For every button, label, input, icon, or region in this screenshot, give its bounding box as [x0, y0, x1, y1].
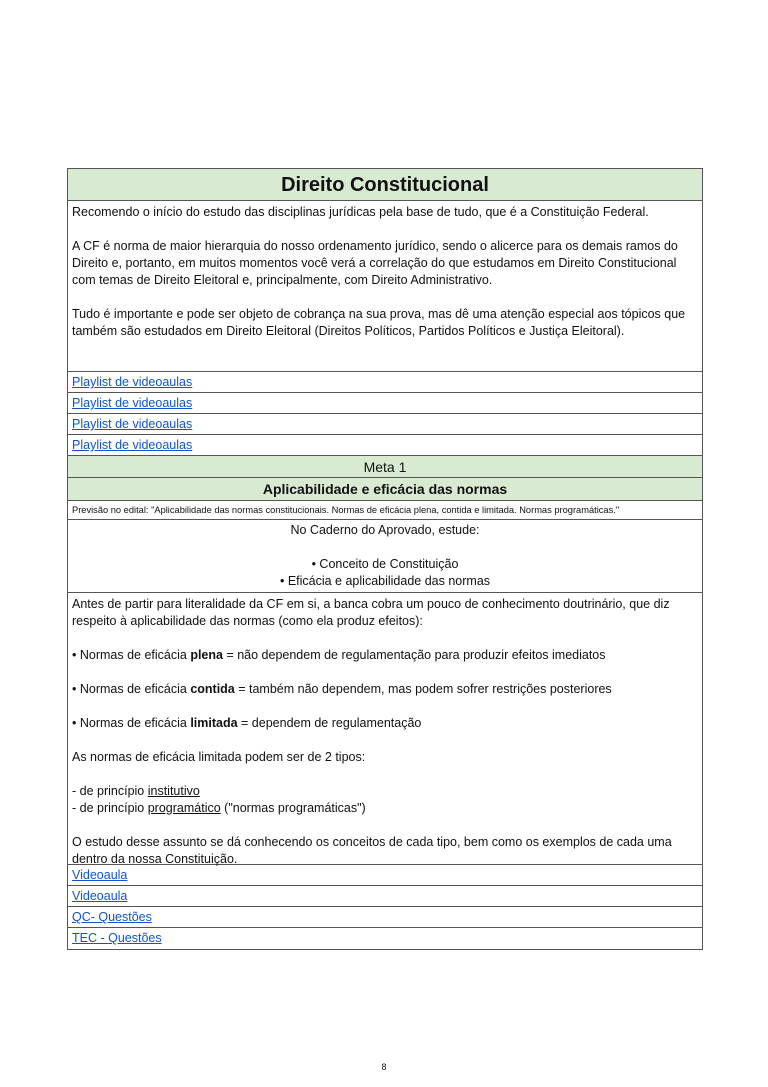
study-plan-table [67, 168, 703, 950]
caderno-box [68, 520, 702, 593]
tipo-name: institutivo [147, 784, 200, 798]
tipos-intro: As normas de eficácia limitada podem ser de 2 tipos: [72, 750, 366, 764]
resource-row [68, 865, 702, 886]
playlist-link[interactable]: Playlist de videoaulas [72, 396, 193, 410]
tipo-name: programático [147, 801, 221, 815]
tec-questoes-link[interactable]: TEC - Questões [72, 931, 162, 945]
caderno-item: • Eficácia e aplicabilidade das normas [279, 574, 491, 588]
intro-paragraph: Tudo é importante e pode ser objeto de cobrança na sua prova, mas dê uma atenção especial aos tópicos que também são estudados em Direito Eleitoral (Direitos Políticos, Partidos Políticos e Justiça Eleitoral). [72, 307, 686, 338]
tipo-prefix: - de princípio [72, 801, 148, 815]
tipo-institutivo [72, 784, 200, 798]
resource-row [68, 907, 702, 928]
section-title: Direito Constitucional [68, 169, 702, 201]
norma-prefix: • Normas de eficácia [72, 648, 191, 662]
norma-type: plena [190, 648, 223, 662]
playlist-row [68, 372, 702, 393]
playlist-row [68, 393, 702, 414]
body-intro: Antes de partir para literalidade da CF em si, a banca cobra um pouco de conhecimento doutrinário, que diz respeito à aplicabilidade das normas (como ela produz efeitos): [72, 597, 670, 628]
section-intro [68, 201, 702, 372]
tipo-prefix: - de princípio [72, 784, 148, 798]
meta-label: Meta 1 [68, 456, 702, 478]
playlist-link[interactable]: Playlist de videoaulas [72, 438, 193, 452]
tipo-programatico [72, 801, 366, 815]
playlist-row [68, 435, 702, 456]
playlist-link[interactable]: Playlist de videoaulas [72, 375, 193, 389]
playlist-link[interactable]: Playlist de videoaulas [72, 417, 193, 431]
edital-previsao: Previsão no edital: "Aplicabilidade das normas constitucionais. Normas de eficácia plena, contida e limitada. Normas programáticas." [68, 501, 702, 520]
tipo-suffix: ("normas programáticas") [220, 801, 366, 815]
intro-paragraph: Recomendo o início do estudo das disciplinas jurídicas pela base de tudo, que é a Constituição Federal. [72, 205, 649, 219]
videoaula-link[interactable]: Videoaula [72, 868, 128, 882]
meta-body [68, 593, 702, 865]
norma-desc: = dependem de regulamentação [237, 716, 422, 730]
norma-type: limitada [190, 716, 238, 730]
norma-contida [72, 681, 698, 698]
meta-subtitle: Aplicabilidade e eficácia das normas [68, 478, 702, 501]
closing-paragraph: O estudo desse assunto se dá conhecendo os conceitos de cada tipo, bem como os exemplos de cada uma dentro da nossa Constituição. [72, 835, 672, 866]
page-number: 8 [381, 1062, 387, 1072]
norma-limitada [72, 715, 698, 732]
qc-questoes-link[interactable]: QC- Questões [72, 910, 152, 924]
intro-paragraph: A CF é norma de maior hierarquia do nosso ordenamento jurídico, sendo o alicerce para os demais ramos do Direito e, portanto, em muitos momentos você verá a correlação do que estudamos em Direito Constitucional com temas de Direito Eleitoral e, principalmente, com Direito Administrativo. [72, 239, 678, 287]
norma-desc: = não dependem de regulamentação para produzir efeitos imediatos [222, 648, 606, 662]
norma-prefix: • Normas de eficácia [72, 682, 191, 696]
caderno-intro: No Caderno do Aprovado, estude: [290, 523, 480, 537]
playlist-row [68, 414, 702, 435]
videoaula-link[interactable]: Videoaula [72, 889, 128, 903]
resource-row [68, 886, 702, 907]
tipos-list [72, 783, 698, 817]
norma-desc: = também não dependem, mas podem sofrer restrições posteriores [234, 682, 612, 696]
norma-prefix: • Normas de eficácia [72, 716, 191, 730]
norma-plena [72, 647, 698, 664]
norma-type: contida [190, 682, 235, 696]
resource-row [68, 928, 702, 949]
caderno-item: • Conceito de Constituição [311, 557, 459, 571]
